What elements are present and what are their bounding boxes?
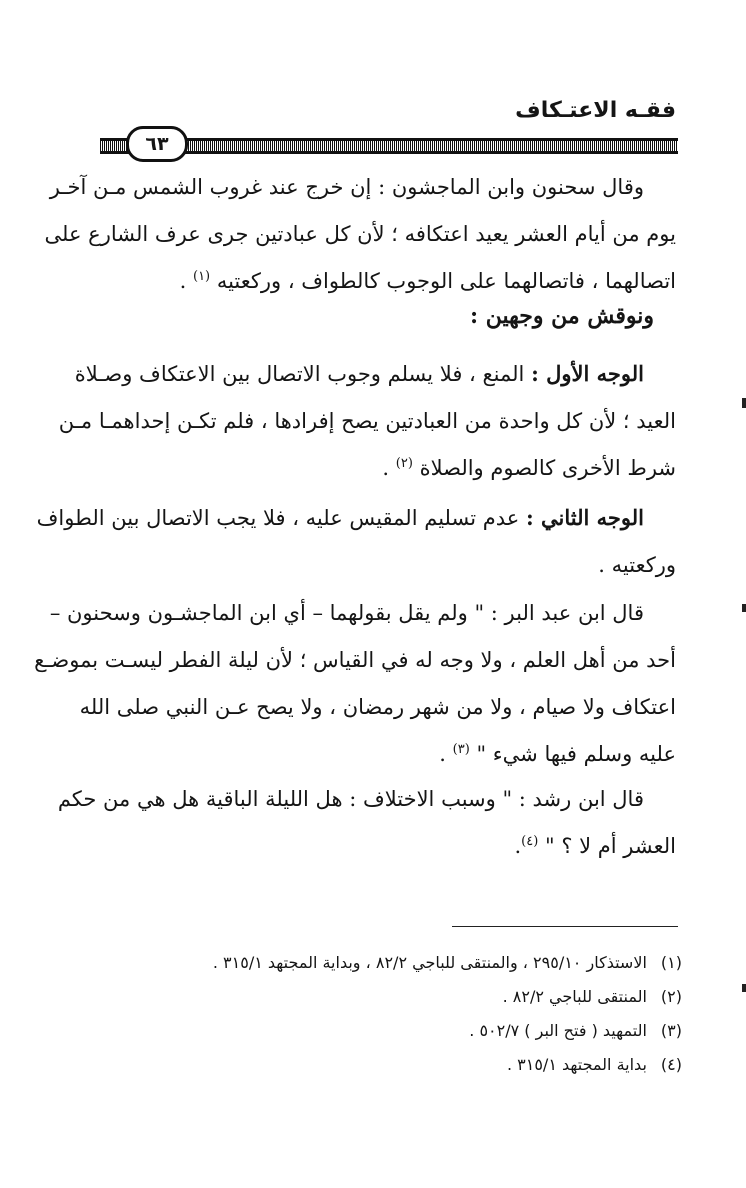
footnote-number: (١) <box>660 953 682 972</box>
paragraph-ibn-rushd <box>57 776 676 870</box>
text-line: أحد من أهل العلم ، ولا وجه له في القياس ؛ لأن ليلة الفطر ليسـت بموضـع <box>34 648 676 672</box>
section-heading: ونوقش من وجهين : <box>469 303 654 329</box>
aspect-label: الوجه الأول : <box>531 361 644 386</box>
footnote-text: الاستذكار ٢٩٥/١٠ ، والمنتقى للباجي ٨٢/٢ ، وبداية المجتهد ٣١٥/١ . <box>212 953 647 972</box>
page-number: ٦٣ <box>126 126 188 162</box>
footnotes <box>213 946 682 1082</box>
footnote-ref: (١) <box>192 269 211 284</box>
scan-margin-mark <box>742 604 746 612</box>
running-header-title: فقـه الاعتـكاف <box>515 98 676 123</box>
text-span: العشر أم لا ؟ " <box>544 834 676 858</box>
text-span: المنع ، فلا يسلم وجوب الاتصال بين الاعتكاف وصـلاة <box>74 362 525 386</box>
aspect-label: الوجه الثاني : <box>525 505 644 530</box>
footnote <box>213 1048 682 1082</box>
footnote-ref: (٢) <box>395 456 413 471</box>
text-line: العيد ؛ لأن كل واحدة من العبادتين يصح إفرادها ، فلم تكـن إحداهمـا مـن <box>58 409 676 433</box>
text-line <box>100 731 676 778</box>
text-line: قال ابن رشد : " وسبب الاختلاف : هل الليلة الباقية هل هي من حكم <box>57 787 644 811</box>
text-line <box>74 350 676 398</box>
footnote-text: بداية المجتهد ٣١٥/١ . <box>506 1055 647 1074</box>
text-line: قال ابن عبد البر : " ولم يقل بقولهما – أي ابن الماجشـون وسحنون – <box>49 601 644 625</box>
footnote-text: المنتقى للباجي ٨٢/٢ . <box>502 987 647 1006</box>
text-line <box>100 258 676 305</box>
footnote-separator <box>452 926 678 927</box>
footnote-number: (٢) <box>660 987 682 1006</box>
text-line: اعتكاف ولا صيام ، ولا من شهر رمضان ، ولا يصح عـن النبي صلى الله <box>79 695 676 719</box>
text-line: وركعتيه . <box>598 553 676 577</box>
footnote-number: (٤) <box>660 1055 682 1074</box>
text-span: اتصالهما ، فاتصالهما على الوجوب كالطواف ، وركعتيه <box>216 269 676 293</box>
text-line <box>100 823 676 870</box>
footnote-text: التمهيد ( فتح البر ) ٥٠٢/٧ . <box>469 1021 647 1040</box>
footnote-ref: (٣) <box>452 742 470 757</box>
paragraph-sahnun <box>44 164 676 305</box>
paragraph-first-aspect <box>58 350 676 492</box>
footnote <box>213 980 682 1014</box>
paragraph-second-aspect <box>36 494 676 589</box>
text-line: يوم من أيام العشر يعيد اعتكافه ؛ لأن كل عبادتين جرى عرف الشارع على <box>44 222 676 246</box>
footnote-number: (٣) <box>660 1021 682 1040</box>
footnote-ref: (٤) <box>521 834 539 849</box>
text-span: . <box>179 269 187 293</box>
text-span: عدم تسليم المقيس عليه ، فلا يجب الاتصال بين الطواف <box>36 506 520 530</box>
scan-margin-mark <box>742 398 746 408</box>
scan-margin-mark <box>742 984 746 992</box>
text-line <box>36 494 676 542</box>
text-span: . <box>382 456 390 480</box>
text-span: عليه وسلم فيها شيء " <box>476 742 676 766</box>
footnote <box>213 1014 682 1048</box>
paragraph-ibn-abd-al-barr <box>34 590 676 778</box>
text-line <box>100 445 676 492</box>
text-span: شرط الأخرى كالصوم والصلاة <box>419 456 676 480</box>
text-span: . <box>439 742 446 766</box>
footnote <box>213 946 682 980</box>
text-line: وقال سحنون وابن الماجشون : إن خرج عند غروب الشمس مـن آخـر <box>49 175 644 199</box>
text-span: . <box>514 834 522 858</box>
